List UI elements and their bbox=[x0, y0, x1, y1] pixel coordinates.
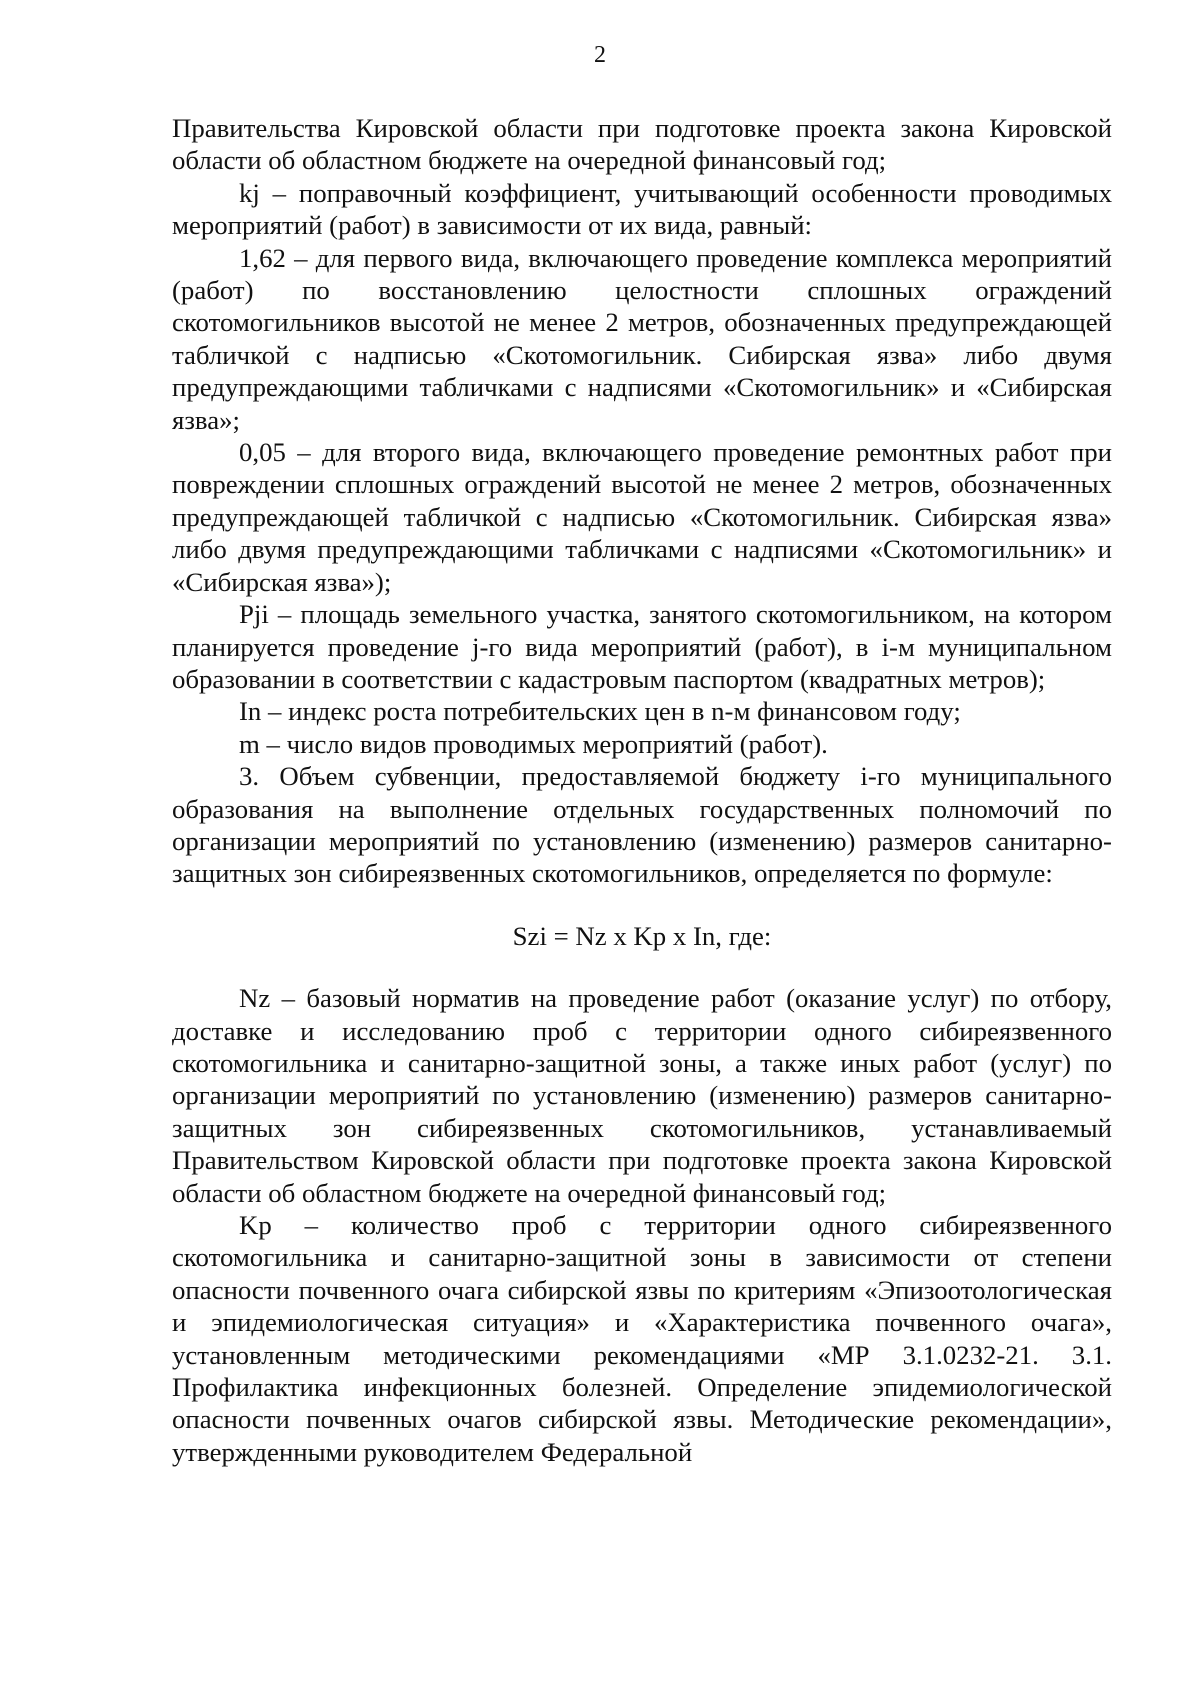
formula: Szi = Nz x Kp x In, где: bbox=[512, 920, 772, 951]
document-body bbox=[172, 112, 1112, 1468]
paragraph-kj-first-type: 1,62 – для первого вида, включающего проведение комплекса мероприятий (работ) по восстановлению целостности сплошных ограждений скотомогильников высотой не менее 2 метров, обозначенных предупреждающей табличкой с надписью «Скотомогильник. Сибирская язва» либо двумя предупреждающими табличками с надписями «Скотомогильник» и «Сибирская язва»; bbox=[172, 242, 1112, 435]
paragraph-kj-second-type: 0,05 – для второго вида, включающего проведение ремонтных работ при повреждении сплошных ограждений высотой не менее 2 метров, обозначенных предупреждающей табличкой с надписью «Скотомогильник. Сибирская язва» либо двумя предупреждающими табличками с надписями «Скотомогильник» и «Сибирская язва»); bbox=[172, 437, 1112, 597]
paragraph-m-definition: m – число видов проводимых мероприятий (работ). bbox=[239, 728, 828, 759]
paragraph-pji-definition: Pji – площадь земельного участка, занятого скотомогильником, на котором планируется проведение j-го вида мероприятий (работ), в i-м муниципальном образовании в соответствии с кадастровым паспортом (квадратных метров); bbox=[172, 599, 1112, 694]
paragraph-nz-definition: Nz – базовый норматив на проведение работ (оказание услуг) по отбору, доставке и исследованию проб с территории одного сибиреязвенного скотомогильника и санитарно-защитной зоны, а также иных работ (услуг) по организации мероприятий по установлению (изменению) размеров санитарно-защитных зон сибиреязвенных скотомогильников, устанавливаемый Правительством Кировской области при подготовке проекта закона Кировской области об областном бюджете на очередной финансовый год; bbox=[172, 983, 1112, 1208]
paragraph-section-3: 3. Объем субвенции, предоставляемой бюджету i-го муниципального образования на выполнение отдельных государственных полномочий по организации мероприятий по установлению (изменению) размеров санитарно-защитных зон сибиреязвенных скотомогильников, определяется по формуле: bbox=[172, 761, 1112, 889]
paragraph-kj-definition: kj – поправочный коэффициент, учитывающий особенности проводимых мероприятий (работ) в зависимости от их вида, равный: bbox=[172, 177, 1112, 241]
paragraph-in-definition: In – индекс роста потребительских цен в n-м финансовом году; bbox=[239, 696, 961, 727]
page-number: 2 bbox=[594, 42, 606, 68]
paragraph-kp-definition: Kp – количество проб с территории одного сибиреязвенного скотомогильника и санитарно-защитной зоны в зависимости от степени опасности почвенного очага сибирской язвы по критериям «Эпизоотологическая и эпидемиологическая ситуация» и «Характеристика почвенного очага», установленным методическими рекомендациями «МР 3.1.0232-21. 3.1. Профилактика инфекционных болезней. Определение эпидемиологической опасности почвенных очагов сибирской язвы. Методические рекомендации», утвержденными руководителем Федеральной bbox=[172, 1210, 1112, 1467]
paragraph-continuation: Правительства Кировской области при подготовке проекта закона Кировской области об областном бюджете на очередной финансовый год; bbox=[172, 113, 1112, 176]
